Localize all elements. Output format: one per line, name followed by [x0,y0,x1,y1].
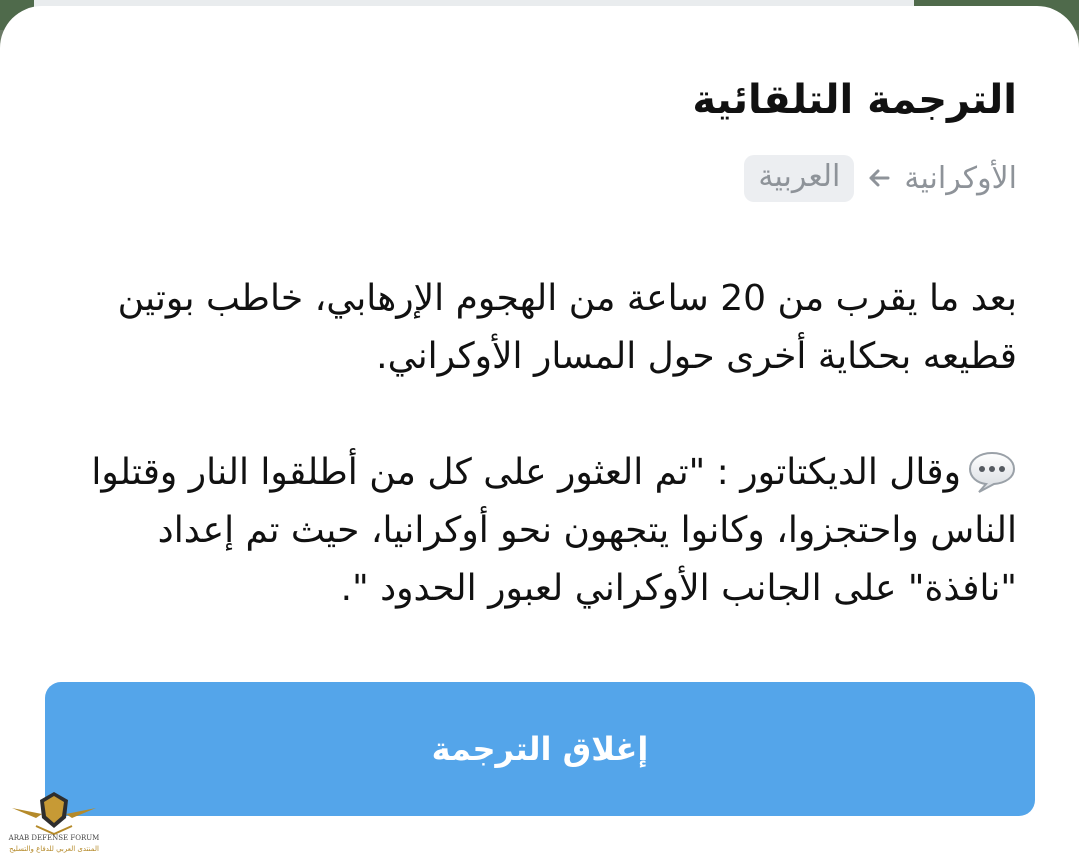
arrow-left-icon [864,163,894,193]
speech-bubble-icon [967,450,1017,494]
translated-text [57,270,1017,676]
close-translation-label: إغلاق الترجمة [431,730,649,768]
watermark-subtitle: المنتدى العربي للدفاع والتسليح [9,845,99,853]
quote-text: وقال الديكتاتور : "تم العثور على كل من أطلقوا النار وقتلوا الناس واحتجزوا، وكانوا يتجهون نحو أوكرانيا، حيث تم إعداد "نافذة" على الجانب الأوكراني لعبور الحدود ". [91,452,1017,609]
close-translation-button[interactable] [45,682,1035,816]
sheet-title: الترجمة التلقائية [692,77,1017,123]
language-row [744,152,1017,204]
eagle-emblem-icon [6,788,102,836]
watermark-logo [6,788,102,858]
source-language: الأوكرانية [904,160,1017,196]
translation-sheet [0,6,1079,861]
target-language-chip[interactable]: العربية [744,155,854,202]
translated-paragraph-quote [57,444,1017,618]
translated-paragraph: بعد ما يقرب من 20 ساعة من الهجوم الإرهابي، خاطب بوتين قطيعه بحكاية أخرى حول المسار الأوكراني. [117,278,1017,377]
watermark-name: ARAB DEFENSE FORUM [8,834,100,842]
